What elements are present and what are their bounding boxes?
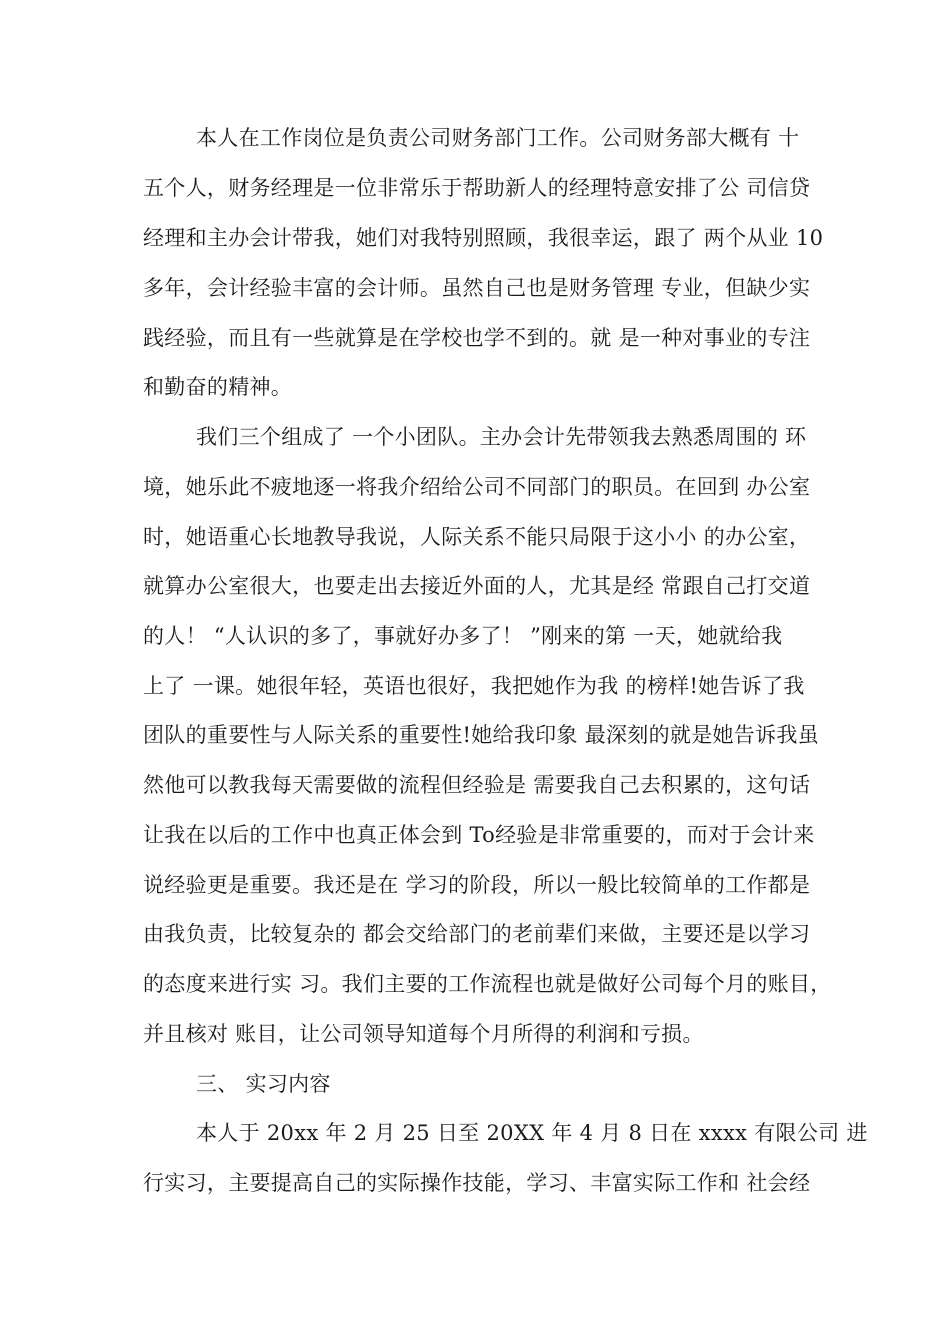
paragraph-3-line-2: 行实习，主要提高自己的实际操作技能，学习、丰富实际工作和 社会经 bbox=[143, 1171, 811, 1195]
paragraph-1-line-6: 和勤奋的精神。 bbox=[143, 375, 293, 399]
paragraph-3-line-1: 本人于 20xx 年 2 月 25 日至 20XX 年 4 月 8 日在 xxxx 有限公司 进 bbox=[196, 1121, 868, 1145]
paragraph-2-line-1: 我们三个组成了 一个小团队。主办会计先带领我去熟悉周围的 环 bbox=[196, 425, 807, 449]
paragraph-1-line-2: 五个人，财务经理是一位非常乐于帮助新人的经理特意安排了公 司信贷 bbox=[143, 176, 811, 200]
paragraph-2-line-2: 境，她乐此不疲地逐一将我介绍给公司不同部门的职员。在回到 办公室 bbox=[143, 475, 811, 499]
paragraph-1-line-5: 践经验，而且有一些就算是在学校也学不到的。就 是一种对事业的专注 bbox=[143, 326, 811, 350]
paragraph-2-line-8: 然他可以教我每天需要做的流程但经验是 需要我自己去积累的，这句话 bbox=[143, 773, 811, 797]
paragraph-2-line-3: 时，她语重心长地教导我说，人际关系不能只局限于这小小 的办公室， bbox=[143, 525, 811, 549]
paragraph-1-line-4: 多年，会计经验丰富的会计师。虽然自己也是财务管理 专业，但缺少实 bbox=[143, 276, 811, 300]
paragraph-2-line-6: 上了 一课。她很年轻，英语也很好，我把她作为我 的榜样!她告诉了我 bbox=[143, 674, 805, 698]
paragraph-2-line-12: 的态度来进行实 习。我们主要的工作流程也就是做好公司每个月的账目， bbox=[143, 972, 832, 996]
paragraph-2-line-11: 由我负责，比较复杂的 都会交给部门的老前辈们来做，主要还是以学习 bbox=[143, 922, 811, 946]
paragraph-2-line-7: 团队的重要性与人际关系的重要性!她给我印象 最深刻的就是她告诉我虽 bbox=[143, 723, 820, 747]
section-heading: 三、 实习内容 bbox=[196, 1072, 331, 1096]
paragraph-2-line-4: 就算办公室很大，也要走出去接近外面的人，尤其是经 常跟自己打交道 bbox=[143, 574, 811, 598]
paragraph-2-line-9: 让我在以后的工作中也真正体会到 To经验是非常重要的，而对于会计来 bbox=[143, 823, 815, 847]
paragraph-2-line-5: 的人！ “人认识的多了，事就好办多了！ ”刚来的第 一天，她就给我 bbox=[143, 624, 783, 648]
paragraph-1-line-1: 本人在工作岗位是负责公司财务部门工作。公司财务部大概有 十 bbox=[196, 126, 800, 150]
paragraph-2-line-13: 并且核对 账目，让公司领导知道每个月所得的利润和亏损。 bbox=[143, 1022, 704, 1046]
paragraph-2-line-10: 说经验更是重要。我还是在 学习的阶段，所以一般比较简单的工作都是 bbox=[143, 873, 811, 897]
paragraph-1-line-3: 经理和主办会计带我，她们对我特别照顾，我很幸运，跟了 两个从业 10 bbox=[143, 226, 824, 250]
